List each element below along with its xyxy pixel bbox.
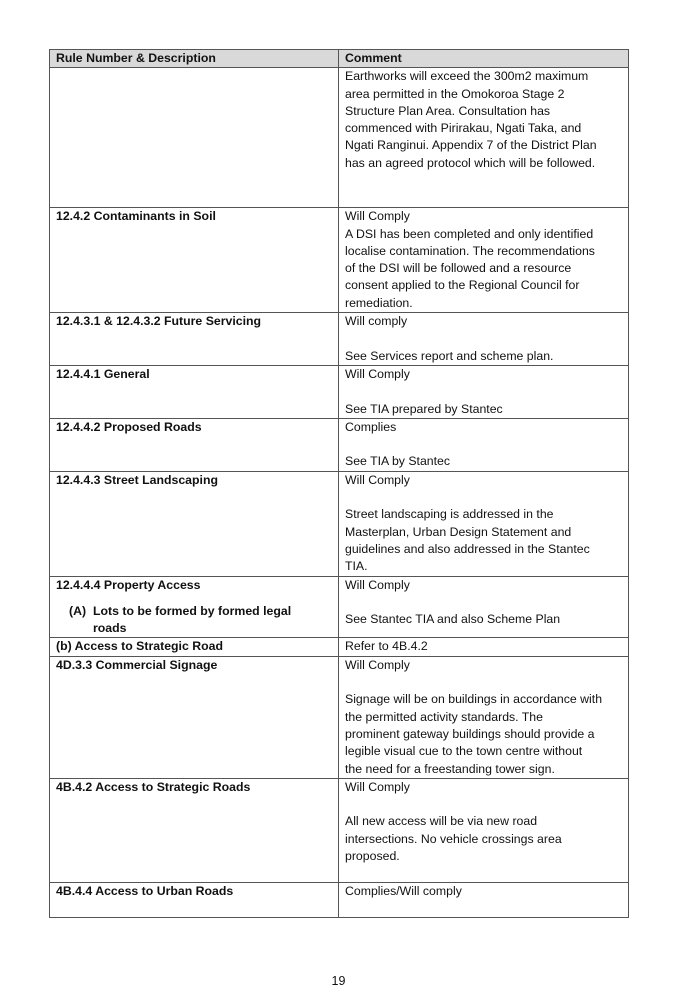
rule-label: 4D.3.3 Commercial Signage: [56, 657, 218, 672]
comment-line: Will Comply: [345, 657, 410, 672]
comment-line: Masterplan, Urban Design Statement and: [345, 524, 572, 539]
rule-cell: [50, 418, 339, 471]
comment-line: the permitted activity standards. The: [345, 709, 543, 724]
line-gap: [345, 383, 622, 400]
comment-line: See Stantec TIA and also Scheme Plan: [345, 612, 561, 627]
rules-table: [49, 49, 629, 918]
comment-line: the need for a freestanding tower sign.: [345, 761, 555, 776]
table-row: [50, 68, 629, 208]
comment-line: area permitted in the Omokoroa Stage 2: [345, 86, 565, 101]
table-row: [50, 778, 629, 882]
sub-rule-text-continued: roads: [93, 621, 127, 636]
comment-cell: [339, 638, 629, 656]
rule-cell: [50, 882, 339, 917]
sub-rule: [56, 603, 332, 638]
rule-cell: [50, 778, 339, 882]
rule-cell: [50, 313, 339, 366]
line-gap: [345, 489, 622, 506]
comment-line: A DSI has been completed and only identified: [345, 226, 594, 241]
comment-line: commenced with Pirirakau, Ngati Taka, and: [345, 121, 582, 136]
comment-line: intersections. No vehicle crossings area: [345, 831, 562, 846]
comment-line: remediation.: [345, 295, 413, 310]
table-row: [50, 471, 629, 576]
line-gap: [345, 796, 622, 813]
page-number: 19: [331, 974, 346, 988]
sub-rule-text: Lots to be formed by formed legal: [93, 603, 292, 618]
comment-cell: [339, 313, 629, 366]
table-row: [50, 576, 629, 638]
comment-line: Will Comply: [345, 366, 410, 381]
rule-label: 12.4.3.1 & 12.4.3.2 Future Servicing: [56, 314, 262, 329]
comment-line: Will Comply: [345, 577, 410, 592]
table-row: [50, 656, 629, 778]
rule-label: 12.4.4.2 Proposed Roads: [56, 419, 202, 434]
table-row: [50, 313, 629, 366]
comment-line: Signage will be on buildings in accordance with: [345, 692, 603, 707]
comment-line: Ngati Ranginui. Appendix 7 of the District Plan: [345, 138, 597, 153]
rule-cell: [50, 656, 339, 778]
rule-label: 12.4.2 Contaminants in Soil: [56, 209, 216, 224]
rule-cell: [50, 638, 339, 656]
rule-label: 12.4.4.1 General: [56, 366, 150, 381]
comment-cell: [339, 778, 629, 882]
comment-line: Will Comply: [345, 779, 410, 794]
comment-line: proposed.: [345, 848, 400, 863]
comment-line: Complies: [345, 419, 397, 434]
comment-line: See TIA by Stantec: [345, 454, 451, 469]
rule-label: 4B.4.2 Access to Strategic Roads: [56, 779, 251, 794]
comment-line: Structure Plan Area. Consultation has: [345, 103, 551, 118]
comment-cell: [339, 208, 629, 313]
comment-line: See TIA prepared by Stantec: [345, 401, 503, 416]
table-row: [50, 882, 629, 917]
comment-line: consent applied to the Regional Council for: [345, 278, 580, 293]
sub-rule-label: (A): [69, 603, 87, 618]
table-row: [50, 208, 629, 313]
comment-line: prominent gateway buildings should provide a: [345, 726, 595, 741]
comment-cell: [339, 576, 629, 638]
comment-line: TIA.: [345, 559, 368, 574]
comment-cell: [339, 656, 629, 778]
rule-label: 4B.4.4 Access to Urban Roads: [56, 883, 234, 898]
comment-line: Will Comply: [345, 209, 410, 224]
column-header-comment: Comment: [339, 50, 629, 68]
line-gap: [345, 594, 622, 611]
comment-line: has an agreed protocol which will be followed.: [345, 155, 596, 170]
comment-line: Earthworks will exceed the 300m2 maximum: [345, 69, 589, 84]
comment-line: guidelines and also addressed in the Stantec: [345, 541, 590, 556]
line-gap: [345, 330, 622, 347]
comment-cell: [339, 68, 629, 208]
comment-cell: [339, 882, 629, 917]
rule-label: (b) Access to Strategic Road: [56, 639, 223, 654]
comment-line: Will Comply: [345, 472, 410, 487]
comment-line: See Services report and scheme plan.: [345, 348, 554, 363]
comment-line: All new access will be via new road: [345, 814, 538, 829]
comment-line: localise contamination. The recommendations: [345, 243, 595, 258]
comment-line: legible visual cue to the town centre without: [345, 744, 583, 759]
comment-cell: [339, 365, 629, 418]
table-row: [50, 365, 629, 418]
comment-line: Refer to 4B.4.2: [345, 639, 428, 654]
comment-line: Street landscaping is addressed in the: [345, 507, 554, 522]
comment-line: of the DSI will be followed and a resource: [345, 261, 572, 276]
rule-cell: [50, 68, 339, 208]
rule-cell: [50, 365, 339, 418]
column-header-rule: Rule Number & Description: [50, 50, 339, 68]
line-gap: [345, 674, 622, 691]
table-row: [50, 418, 629, 471]
comment-line: Complies/Will comply: [345, 883, 462, 898]
table-header-row: [50, 50, 629, 68]
rule-label: 12.4.4.4 Property Access: [56, 577, 201, 592]
rule-cell: [50, 208, 339, 313]
table-row: [50, 638, 629, 656]
comment-line: Will comply: [345, 314, 408, 329]
line-gap: [345, 436, 622, 453]
rule-cell: [50, 576, 339, 638]
comment-cell: [339, 471, 629, 576]
rule-cell: [50, 471, 339, 576]
comment-cell: [339, 418, 629, 471]
rule-label: 12.4.4.3 Street Landscaping: [56, 472, 218, 487]
